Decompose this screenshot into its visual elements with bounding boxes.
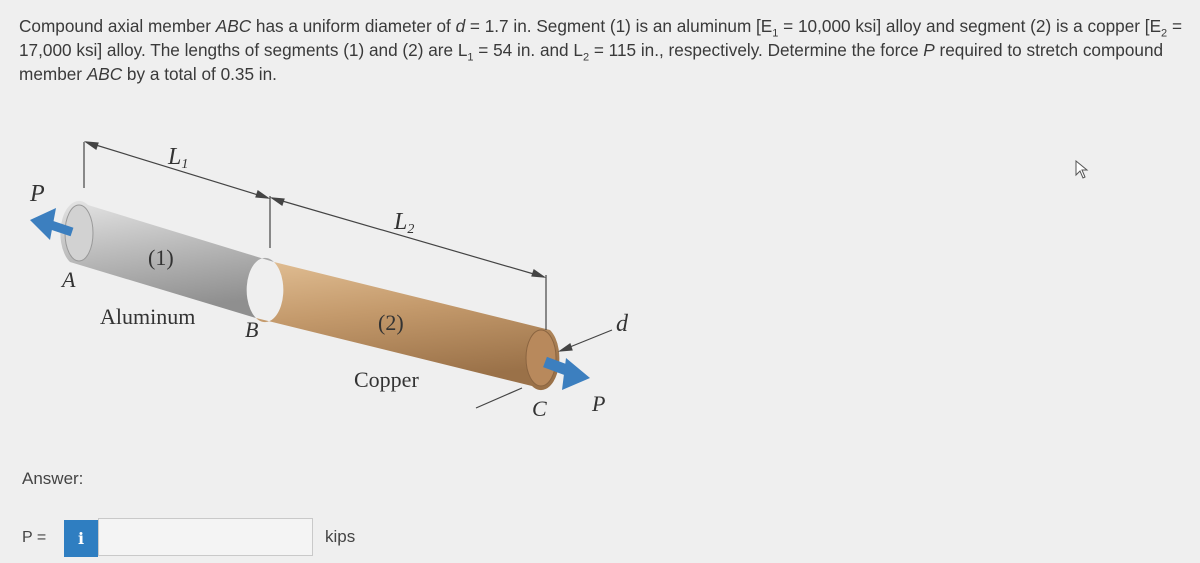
label-d: d (616, 311, 628, 337)
label-c: C (532, 396, 547, 421)
label-l1: L1 (168, 144, 189, 172)
force-symbol: P (923, 40, 935, 60)
mouse-pointer-icon (1075, 160, 1089, 180)
label-aluminum: Aluminum (100, 304, 196, 329)
units-label: kips (325, 527, 356, 546)
answer-label: Answer: (22, 469, 84, 488)
label-l2: L2 (394, 209, 415, 237)
label-segment-1: (1) (148, 245, 174, 270)
info-button[interactable]: i (64, 520, 98, 557)
problem-statement: Compound axial member ABC has a uniform diameter of d = 1.7 in. Segment (1) is an aluminum [$E_1 = 10,000$ ksi] alloy and segment (2) is a copper [$E_2 = 17,000$ ksi] alloy. The lengths of segments (1) and (2) are $L_1 = 54$ in. and $L_2 = 115$ in., respectively. Determine the force P required to stretch compound member ABC by a total of 0.35 in. (19, 16, 1182, 84)
label-copper: Copper (354, 367, 419, 392)
label-segment-2: (2) (378, 310, 404, 335)
member-name: ABC (215, 16, 252, 36)
end-cap-c (526, 330, 556, 386)
answer-input[interactable] (98, 518, 313, 556)
compound-member-figure (0, 120, 1200, 440)
diameter-symbol: d (455, 16, 466, 36)
label-b: B (245, 317, 259, 342)
label-p-right: P (592, 391, 606, 416)
p-equals-label: P = (22, 529, 47, 546)
member-name-2: ABC (86, 64, 123, 84)
label-a: A (62, 267, 76, 292)
label-p-left: P (30, 181, 45, 207)
